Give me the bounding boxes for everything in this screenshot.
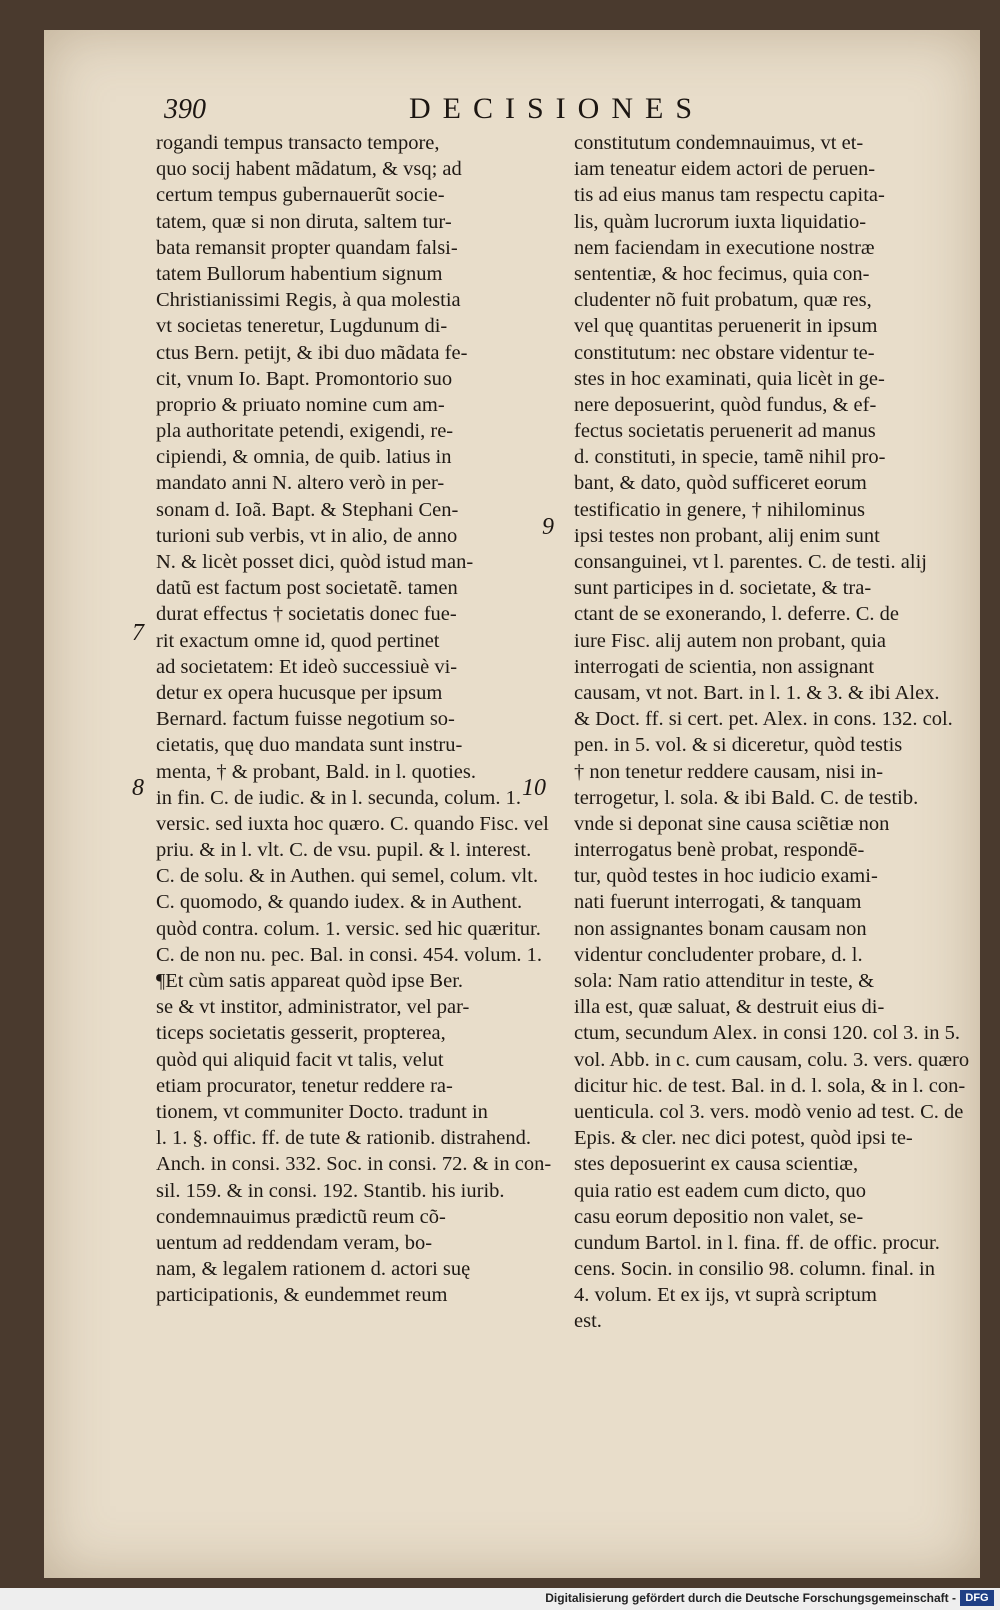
text-line: C. de solu. & in Authen. qui semel, colum. vlt. [156,865,539,888]
text-line: sunt participes in d. societate, & tra- [574,577,872,600]
text-line: pen. in 5. vol. & si diceretur, quòd testis [574,734,903,757]
text-line: cipiendi, & omnia, de quib. latius in [156,446,452,469]
text-line: interrogatus benè probat, respondē- [574,839,865,862]
text-line: C. quomodo, & quando iudex. & in Authent. [156,891,523,914]
text-line: consanguinei, vt l. parentes. C. de testi. alij [574,551,927,573]
text-line: proprio & priuato nomine cum am- [156,393,445,416]
text-line: quòd qui aliquid facit vt talis, velut [156,1048,444,1071]
text-line: se & vt institor, administrator, vel par- [156,996,470,1019]
text-line: tur, quòd testes in hoc iudicio exami- [574,865,878,888]
page-number: 390 [164,94,206,125]
text-line: certum tempus gubernauerũt socie- [156,184,445,207]
text-line: nam, & legalem rationem d. actori suę [156,1258,471,1281]
text-line: cundum Bartol. in l. fina. ff. de offic. procur. [574,1231,940,1254]
text-line: pla authoritate petendi, exigendi, re- [156,420,454,443]
text-line: datũ est factum post societatẽ. tamen [156,577,458,600]
text-line: Anch. in consi. 332. Soc. in consi. 72. & in con- [156,1153,552,1176]
page-header [44,92,980,132]
text-line: ctant de se exonerando, l. deferre. C. de [574,603,900,626]
dfg-logo: DFG [960,1590,994,1606]
text-line: sil. 159. & in consi. 192. Stantib. his iurib. [156,1179,505,1202]
text-line: detur ex opera hucusque per ipsum [156,681,443,704]
text-line: in fin. C. de iudic. & in l. secunda, colum. 1. [156,786,521,809]
text-line: † non tenetur reddere causam, nisi in- [574,760,884,783]
text-line: bata remansit propter quandam falsi- [156,236,458,259]
text-line: interrogati de scientia, non assignant [574,655,875,678]
text-line: vt societas teneretur, Lugdunum di- [156,315,448,338]
text-line: quo socij habent mãdatum, & vsq; ad [156,158,462,181]
text-line: vel quę quantitas peruenerit in ipsum [574,315,878,338]
text-line: nem faciendam in executione nostræ [574,236,875,259]
text-line: cit, vnum Io. Bapt. Promontorio suo [156,367,453,390]
text-line: vol. Abb. in c. cum causam, colu. 3. vers. quæro [574,1048,970,1071]
text-line: etiam procurator, tenetur reddere ra- [156,1074,453,1097]
digitization-footer [0,1588,1000,1610]
text-line: mandato anni N. altero verò in per- [156,472,445,495]
text-line: versic. sed iuxta hoc quæro. C. quando Fisc. vel [156,812,549,835]
text-line: ¶Et cùm satis appareat quòd ipse Ber. [156,970,464,992]
text-line: cludenter nõ fuit probatum, quæ res, [574,289,872,312]
text-line: constitutum: nec obstare videntur te- [574,341,875,364]
text-line: sententiæ, & hoc fecimus, quia con- [574,262,870,285]
text-line: nere deposuerint, quòd fundus, & ef- [574,393,877,416]
text-line: iure Fisc. alij autem non probant, quia [574,629,886,652]
text-line: ctum, secundum Alex. in consi 120. col 3. in 5. [574,1022,961,1045]
text-line: sonam d. Ioã. Bapt. & Stephani Cen- [156,498,459,521]
margin-number: 10 [522,775,546,801]
text-line: rit exactum omne id, quod pertinet [156,629,440,652]
text-line: Christianissimi Regis, à qua molestia [156,289,461,312]
text-line: durat effectus † societatis donec fue- [156,603,457,626]
text-line: iam teneatur eidem actori de peruen- [574,158,876,181]
text-line: videntur concludenter probare, d. l. [574,943,863,966]
text-line: priu. & in l. vlt. C. de vsu. pupil. & l. interest. [156,839,532,862]
text-line: ticeps societatis gesserit, propterea, [156,1022,446,1045]
text-line: terrogetur, l. sola. & ibi Bald. C. de testib. [574,786,919,809]
text-line: illa est, quæ saluat, & destruit eius di- [574,996,885,1019]
text-line: tatem, quæ si non diruta, saltem tur- [156,210,452,233]
text-line: dicitur hic. de test. Bal. in d. l. sola, & in l. con- [574,1074,966,1097]
text-line: lis, quàm lucrorum iuxta liquidatio- [574,210,867,233]
text-line: Epis. & cler. nec dici potest, quòd ipsi te- [574,1127,913,1150]
text-line: tatem Bullorum habentium signum [156,262,443,285]
text-line: testificatio in genere, † nihilominus [574,498,865,521]
text-line: stes in hoc examinati, quia licèt in ge- [574,367,885,390]
text-line: l. 1. §. offic. ff. de tute & rationib. distrahend. [156,1127,531,1150]
text-line: ctus Bern. petijt, & ibi duo mãdata fe- [156,341,468,364]
text-line: vnde si deponat sine causa sciẽtiæ non [574,812,890,835]
text-line: condemnauimus prædictũ reum cõ- [156,1205,446,1228]
margin-number: 7 [132,620,144,646]
text-line: bant, & dato, quòd sufficeret eorum [574,472,867,495]
running-head: DECISIONES [409,92,705,125]
text-line: ad societatem: Et ideò successiuè vi- [156,655,458,678]
text-line: nati fuerunt interrogati, & tanquam [574,891,862,914]
text-line: N. & licèt posset dici, quòd istud man- [156,551,474,573]
text-line: tionem, vt communiter Docto. tradunt in [156,1100,488,1123]
text-line: quòd contra. colum. 1. versic. sed hic quæritur. [156,917,541,940]
text-line: turioni sub verbis, vt in alio, de anno [156,524,458,547]
text-line: uenticula. col 3. vers. modò venio ad test. C. de [574,1100,964,1123]
text-line: uentum ad reddendam veram, bo- [156,1231,433,1254]
right-column [574,130,974,1335]
text-line: rogandi tempus transacto tempore, [156,132,440,154]
margin-number: 8 [132,775,144,801]
text-line: stes deposuerint ex causa scientiæ, [574,1153,859,1176]
text-line: sola: Nam ratio attenditur in teste, & [574,970,875,992]
text-line: & Doct. ff. si cert. pet. Alex. in cons. 132. col. [574,708,953,731]
text-line: Bernard. factum fuisse negotium so- [156,708,455,731]
text-line: C. de non nu. pec. Bal. in consi. 454. volum. 1. [156,943,543,966]
text-line: est. [574,1310,602,1333]
text-line: d. constituti, in specie, tamẽ nihil pro- [574,446,886,469]
footer-credit: Digitalisierung gefördert durch die Deutsche Forschungsgemeinschaft - [545,1591,956,1605]
text-line: casu eorum depositio non valet, se- [574,1205,864,1228]
text-line: tis ad eius manus tam respectu capita- [574,184,885,207]
book-page [44,30,980,1578]
text-line: 4. volum. Et ex ijs, vt suprà scriptum [574,1284,877,1307]
text-line: cietatis, quę duo mandata sunt instru- [156,734,463,757]
text-line: fectus societatis peruenerit ad manus [574,420,876,443]
text-line: cens. Socin. in consilio 98. column. final. in [574,1258,935,1281]
text-line: menta, † & probant, Bald. in l. quoties. [156,760,476,783]
text-line: causam, vt not. Bart. in l. 1. & 3. & ibi Alex. [574,681,940,704]
margin-number: 9 [542,514,554,540]
left-column [156,130,566,1308]
text-line: constitutum condemnauimus, vt et- [574,132,864,154]
text-line: participationis, & eundemmet reum [156,1284,448,1307]
text-line: non assignantes bonam causam non [574,917,867,940]
text-line: quia ratio est eadem cum dicto, quo [574,1179,867,1202]
text-line: ipsi testes non probant, alij enim sunt [574,524,880,547]
